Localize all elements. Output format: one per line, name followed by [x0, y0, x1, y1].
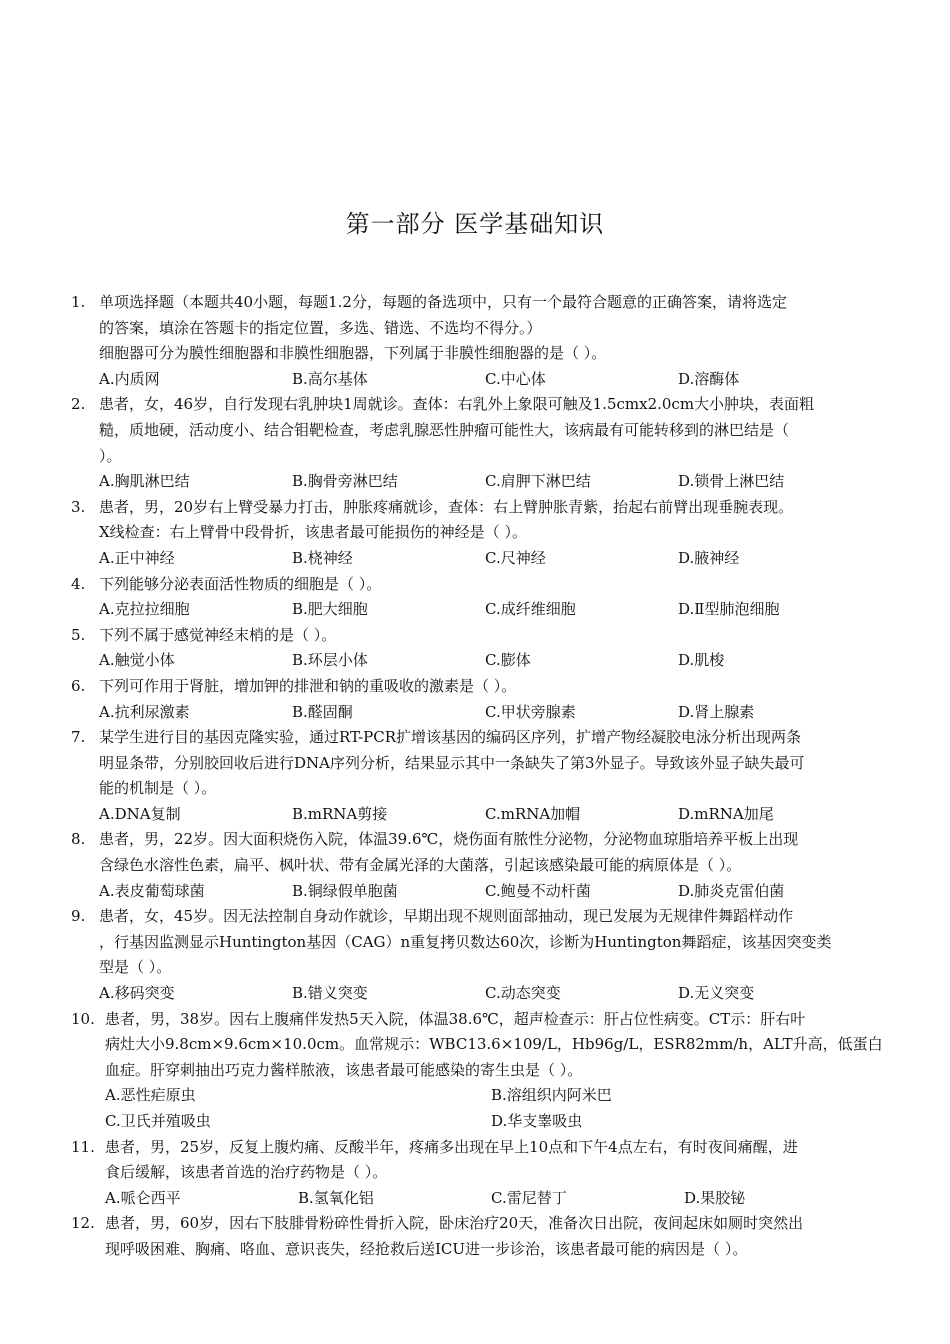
page-title: 第一部分 医学基础知识 — [345, 210, 605, 238]
answer-option: D.锁骨上淋巴结 — [678, 472, 785, 491]
question-text-line: ）。 — [99, 446, 122, 465]
question-number: 9. — [71, 907, 86, 926]
question-text-line: ，行基因监测显示Huntington基因（CAG）n重复拷贝数达60次，诊断为Huntington舞蹈症，该基因突变类 — [99, 932, 832, 951]
answer-option: B.醛固酮 — [292, 702, 353, 721]
question-8 — [0, 827, 950, 904]
answer-option: B.溶组织内阿米巴 — [491, 1086, 612, 1105]
answer-option: D.华支睾吸虫 — [491, 1112, 583, 1130]
question-4 — [0, 572, 950, 623]
question-body — [105, 1007, 883, 1135]
question-2 — [0, 392, 950, 494]
question-text-line: 食后缓解，该患者首选的治疗药物是（ ）。 — [105, 1163, 388, 1182]
answer-option: A.表皮葡萄球菌 — [99, 881, 205, 900]
question-text-line: 病灶大小9.8cm×9.6cm×10.0cm。血常规示：WBC13.6×109/L，Hb96g/L，ESR82mm/h，ALT升高，低蛋白 — [105, 1035, 883, 1054]
question-text-line: 糙，质地硬，活动度小、结合钼靶检查，考虑乳腺恶性肿瘤可能性大，该病最有可能转移到的淋巴结是（ — [99, 420, 790, 439]
question-text-line: 能的机制是（ ）。 — [99, 779, 217, 798]
question-1 — [0, 290, 950, 392]
question-body — [99, 495, 871, 572]
question-body — [99, 904, 871, 1006]
question-list — [0, 290, 950, 1263]
option-row — [99, 981, 871, 1007]
answer-option: C.成纤维细胞 — [485, 600, 576, 619]
question-number: 11. — [71, 1137, 95, 1156]
answer-option: B.桡神经 — [292, 548, 353, 567]
option-row — [105, 1083, 877, 1109]
answer-option: D.溶酶体 — [678, 369, 740, 388]
option-row — [99, 802, 871, 828]
question-body — [99, 623, 871, 674]
question-number: 10. — [71, 1009, 95, 1028]
question-text-line: 型是（ ）。 — [99, 958, 172, 977]
answer-option: C.雷尼替丁 — [491, 1188, 567, 1207]
question-5 — [0, 623, 950, 674]
option-row — [99, 367, 871, 393]
option-row — [99, 648, 871, 674]
answer-option: B.mRNA剪接 — [292, 804, 388, 823]
question-text-line: 的答案，填涂在答题卡的指定位置，多选、错选、不选均不得分。） — [99, 318, 542, 337]
question-text-line: 明显条带，分别胶回收后进行DNA序列分析，结果显示其中一条缺失了第3外显子。导致该外显子缺失最可 — [99, 753, 805, 772]
answer-option: A.克拉拉细胞 — [99, 600, 190, 619]
question-number: 1. — [71, 293, 86, 311]
question-10 — [0, 1007, 950, 1135]
question-text-line: 细胞器可分为膜性细胞器和非膜性细胞器，下列属于非膜性细胞器的是（ ）。 — [99, 344, 607, 363]
question-text-line: 患者，女，46岁，自行发现右乳肿块1周就诊。查体：右乳外上象限可触及1.5cmx2.0cm大小肿块，表面粗 — [99, 395, 815, 414]
answer-option: A.触觉小体 — [99, 651, 175, 670]
question-number: 3. — [71, 497, 86, 516]
question-7 — [0, 725, 950, 827]
answer-option: C.膨体 — [485, 651, 531, 670]
question-text-line: 患者，女，45岁。因无法控制自身动作就诊，早期出现不规则面部抽动，现已发展为无规律件舞蹈样动作 — [99, 907, 794, 926]
answer-option: A.DNA复制 — [99, 804, 181, 823]
option-row — [99, 700, 871, 726]
answer-option: A.哌仑西平 — [105, 1188, 181, 1207]
answer-option: D.无义突变 — [678, 984, 755, 1003]
answer-option: C.mRNA加帽 — [485, 804, 581, 823]
answer-option: C.卫氏并殖吸虫 — [105, 1112, 211, 1130]
question-text-line: 患者，男，22岁。因大面积烧伤入院，体温39.6℃，烧伤面有脓性分泌物，分泌物血琼脂培养平板上出现 — [99, 830, 799, 849]
answer-option: D.肾上腺素 — [678, 702, 755, 721]
question-text-line: 下列能够分泌表面活性物质的细胞是（ ）。 — [99, 574, 382, 593]
question-text-line: 单项选择题（本题共40小题，每题1.2分，每题的备选项中，只有一个最符合题意的正确答案，请将选定 — [99, 293, 787, 311]
option-row — [99, 469, 871, 495]
question-number: 7. — [71, 728, 86, 747]
question-number: 5. — [71, 625, 86, 644]
question-body — [99, 290, 871, 392]
answer-option: B.氢氧化铝 — [298, 1188, 374, 1207]
question-number: 8. — [71, 830, 86, 849]
question-text-line: X线检查：右上臂骨中段骨折，该患者最可能损伤的神经是（ ）。 — [99, 523, 527, 542]
question-12 — [0, 1211, 950, 1262]
option-row — [99, 879, 871, 905]
answer-option: A.抗利尿激素 — [99, 702, 190, 721]
question-9 — [0, 904, 950, 1006]
answer-option: A.内质网 — [99, 369, 160, 388]
answer-option: C.尺神经 — [485, 548, 546, 567]
question-6 — [0, 674, 950, 725]
question-body — [105, 1211, 877, 1262]
option-row — [99, 546, 871, 572]
question-text-line: 血症。肝穿刺抽出巧克力酱样脓液，该患者最可能感染的寄生虫是（ ）。 — [105, 1060, 583, 1079]
answer-option: D.肌梭 — [678, 651, 725, 670]
option-row — [105, 1186, 877, 1212]
answer-option: C.鲍曼不动杆菌 — [485, 881, 591, 900]
answer-option: C.动态突变 — [485, 984, 561, 1003]
answer-option: D.mRNA加尾 — [678, 804, 774, 823]
question-number: 6. — [71, 676, 86, 695]
question-number: 12. — [71, 1214, 95, 1233]
question-text-line: 患者，男，60岁，因右下肢腓骨粉碎性骨折入院，卧床治疗20天，准备次日出院，夜间起床如厕时突然出 — [105, 1214, 804, 1233]
question-text-line: 患者，男，25岁，反复上腹灼痛、反酸半年，疼痛多出现在早上10点和下午4点左右，有时夜间痛醒，进 — [105, 1137, 798, 1156]
question-number: 2. — [71, 395, 86, 414]
question-body — [99, 392, 871, 494]
answer-option: B.铜绿假单胞菌 — [292, 881, 398, 900]
question-text-line: 下列不属于感觉神经末梢的是（ ）。 — [99, 625, 337, 644]
answer-option: D.肺炎克雷伯菌 — [678, 881, 785, 900]
answer-option: B.肥大细胞 — [292, 600, 368, 619]
question-body — [99, 572, 871, 623]
answer-option: B.高尔基体 — [292, 369, 368, 388]
question-body — [99, 725, 871, 827]
question-text-line: 含绿色水溶性色素，扁平、枫叶状、带有金属光泽的大菌落，引起该感染最可能的病原体是（ ）。 — [99, 856, 742, 875]
question-text-line: 某学生进行目的基因克隆实验，通过RT-PCR扩增该基因的编码区序列，扩增产物经凝胶电泳分析出现两条 — [99, 728, 802, 747]
question-text-line: 现呼吸困难、胸痛、咯血、意识丧失，经抢救后送ICU进一步诊治，该患者最可能的病因是（ ）。 — [105, 1239, 748, 1258]
question-body — [99, 674, 871, 725]
question-11 — [0, 1135, 950, 1212]
answer-option: A.移码突变 — [99, 984, 175, 1003]
answer-option: B.错义突变 — [292, 984, 368, 1003]
question-body — [99, 827, 871, 904]
answer-option: A.正中神经 — [99, 548, 175, 567]
question-body — [105, 1135, 877, 1212]
answer-option: D.果胶铋 — [684, 1188, 746, 1207]
answer-option: A.胸肌淋巴结 — [99, 472, 190, 491]
question-number: 4. — [71, 574, 86, 593]
question-text-line: 患者，男，20岁右上臂受暴力打击，肿胀疼痛就诊，查体：右上臂肿胀青紫，抬起右前臂出现垂腕表现。 — [99, 497, 794, 516]
answer-option: B.环层小体 — [292, 651, 368, 670]
question-text-line: 下列可作用于肾脏，增加钾的排泄和钠的重吸收的激素是（ ）。 — [99, 676, 517, 695]
answer-option: D.Ⅱ型肺泡细胞 — [678, 600, 780, 619]
answer-option: D.腋神经 — [678, 548, 740, 567]
option-row — [99, 597, 871, 623]
answer-option: C.中心体 — [485, 369, 546, 388]
answer-option: A.恶性疟原虫 — [105, 1086, 196, 1105]
answer-option: C.肩胛下淋巴结 — [485, 472, 591, 491]
answer-option: B.胸骨旁淋巴结 — [292, 472, 398, 491]
option-row — [105, 1109, 877, 1135]
question-3 — [0, 495, 950, 572]
answer-option: C.甲状旁腺素 — [485, 702, 576, 721]
question-text-line: 患者，男，38岁。因右上腹痛伴发热5天入院，体温38.6℃，超声检查示：肝占位性病变。CT示：肝右叶 — [105, 1009, 806, 1028]
